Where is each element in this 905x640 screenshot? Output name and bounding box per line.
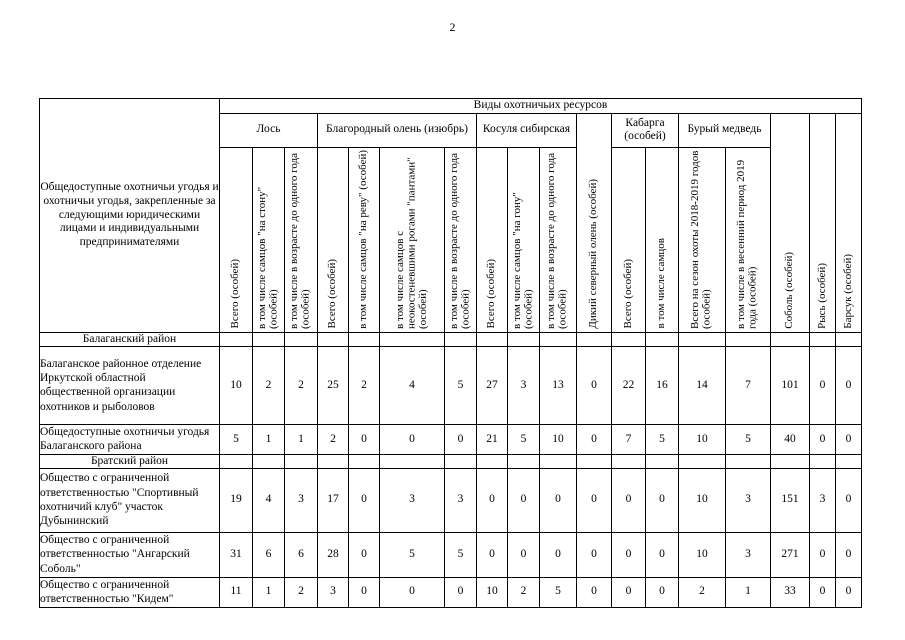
value-cell: 10 — [679, 532, 726, 577]
col-bear-season: Всего на сезон охоты 2018-2019 годов (особей) — [679, 147, 726, 332]
col-roe-deer-males: в том числе самцов "на гону" (особей) — [508, 147, 540, 332]
empty-cell — [477, 454, 508, 468]
organization-name: Общество с ограниченной ответственностью "Кидем" — [40, 577, 220, 607]
value-cell: 0 — [445, 577, 477, 607]
empty-cell — [836, 332, 862, 346]
empty-cell — [646, 454, 679, 468]
col-lynx: Рысь (особей) — [810, 113, 836, 332]
empty-cell — [612, 454, 646, 468]
organization-name: Балаганское районное отделение Иркутской областной общественной организации охотников и рыболовов — [40, 346, 220, 424]
value-cell: 3 — [508, 346, 540, 424]
col-roe-deer-young: в том числе в возрасте до одного года (особей) — [540, 147, 577, 332]
value-cell: 0 — [577, 346, 612, 424]
value-cell: 5 — [445, 532, 477, 577]
value-cell: 0 — [836, 468, 862, 532]
organization-name: Общество с ограниченной ответственностью "Ангарский Соболь" — [40, 532, 220, 577]
value-cell: 10 — [220, 346, 253, 424]
empty-cell — [771, 332, 810, 346]
value-cell: 3 — [810, 468, 836, 532]
empty-cell — [380, 454, 445, 468]
value-cell: 1 — [726, 577, 771, 607]
value-cell: 16 — [646, 346, 679, 424]
empty-cell — [810, 332, 836, 346]
col-bear-spring: в том числе в весенний период 2019 года (особей) — [726, 147, 771, 332]
col-badger: Барсук (особей) — [836, 113, 862, 332]
value-cell: 19 — [220, 468, 253, 532]
empty-cell — [540, 454, 577, 468]
value-cell: 10 — [679, 468, 726, 532]
group-moose: Лось — [220, 113, 318, 147]
value-cell: 151 — [771, 468, 810, 532]
value-cell: 0 — [612, 468, 646, 532]
col-roe-deer-total: Всего (особей) — [477, 147, 508, 332]
value-cell: 0 — [540, 468, 577, 532]
value-cell: 10 — [477, 577, 508, 607]
empty-cell — [349, 332, 380, 346]
region-row — [40, 332, 862, 346]
value-cell: 31 — [220, 532, 253, 577]
table-row — [40, 424, 862, 454]
value-cell: 27 — [477, 346, 508, 424]
table-row — [40, 577, 862, 607]
value-cell: 2 — [253, 346, 285, 424]
value-cell: 0 — [380, 424, 445, 454]
region-row — [40, 454, 862, 468]
value-cell: 0 — [577, 532, 612, 577]
hunting-resources-table — [39, 98, 862, 608]
value-cell: 3 — [380, 468, 445, 532]
table-row — [40, 468, 862, 532]
col-moose-young: в том числе в возрасте до одного года (особей) — [285, 147, 318, 332]
value-cell: 1 — [253, 577, 285, 607]
table-row — [40, 346, 862, 424]
value-cell: 0 — [836, 346, 862, 424]
header-main-column: Общедоступные охотничьи угодья и охотничьи угодья, закрепленные за следующими юридическими лицами и индивидуальными предпринимателями — [40, 99, 220, 333]
value-cell: 0 — [810, 532, 836, 577]
header-resources-title: Виды охотничьих ресурсов — [220, 99, 862, 114]
table-body — [40, 332, 862, 607]
value-cell: 0 — [836, 577, 862, 607]
value-cell: 4 — [380, 346, 445, 424]
value-cell: 5 — [220, 424, 253, 454]
empty-cell — [726, 454, 771, 468]
group-red-deer: Благородный олень (изюбрь) — [318, 113, 477, 147]
col-red-deer-total: Всего (особей) — [318, 147, 349, 332]
value-cell: 0 — [836, 424, 862, 454]
organization-name: Общедоступные охотничьи угодья Балаганского района — [40, 424, 220, 454]
value-cell: 28 — [318, 532, 349, 577]
value-cell: 22 — [612, 346, 646, 424]
value-cell: 0 — [810, 346, 836, 424]
empty-cell — [540, 332, 577, 346]
value-cell: 5 — [646, 424, 679, 454]
value-cell: 0 — [445, 424, 477, 454]
value-cell: 6 — [285, 532, 318, 577]
value-cell: 0 — [646, 577, 679, 607]
value-cell: 3 — [445, 468, 477, 532]
empty-cell — [679, 454, 726, 468]
empty-cell — [318, 332, 349, 346]
value-cell: 271 — [771, 532, 810, 577]
value-cell: 0 — [810, 577, 836, 607]
value-cell: 0 — [646, 532, 679, 577]
col-red-deer-males: в том числе самцов "на реву" (особей) — [349, 147, 380, 332]
value-cell: 0 — [577, 577, 612, 607]
empty-cell — [679, 332, 726, 346]
value-cell: 0 — [612, 532, 646, 577]
value-cell: 2 — [285, 346, 318, 424]
value-cell: 5 — [726, 424, 771, 454]
value-cell: 21 — [477, 424, 508, 454]
value-cell: 0 — [612, 577, 646, 607]
col-moose-males: в том числе самцов "на стону" (особей) — [253, 147, 285, 332]
value-cell: 10 — [540, 424, 577, 454]
value-cell: 6 — [253, 532, 285, 577]
value-cell: 0 — [810, 424, 836, 454]
empty-cell — [220, 332, 253, 346]
value-cell: 3 — [285, 468, 318, 532]
empty-cell — [318, 454, 349, 468]
value-cell: 3 — [318, 577, 349, 607]
value-cell: 0 — [380, 577, 445, 607]
value-cell: 3 — [726, 532, 771, 577]
value-cell: 0 — [349, 577, 380, 607]
value-cell: 0 — [477, 468, 508, 532]
value-cell: 5 — [380, 532, 445, 577]
page-number: 2 — [449, 20, 456, 34]
organization-name: Общество с ограниченной ответственностью "Спортивный охотничий клуб" участок Дубынинский — [40, 468, 220, 532]
value-cell: 0 — [540, 532, 577, 577]
value-cell: 14 — [679, 346, 726, 424]
empty-cell — [253, 454, 285, 468]
value-cell: 0 — [349, 532, 380, 577]
value-cell: 0 — [577, 424, 612, 454]
empty-cell — [646, 332, 679, 346]
empty-cell — [285, 454, 318, 468]
empty-cell — [445, 454, 477, 468]
empty-cell — [577, 454, 612, 468]
value-cell: 2 — [508, 577, 540, 607]
empty-cell — [508, 454, 540, 468]
value-cell: 7 — [612, 424, 646, 454]
value-cell: 0 — [349, 424, 380, 454]
value-cell: 101 — [771, 346, 810, 424]
value-cell: 5 — [508, 424, 540, 454]
empty-cell — [477, 332, 508, 346]
col-red-deer-antlers: в том числе самцов с неокостеневшими рогами "пантами" (особей) — [380, 147, 445, 332]
value-cell: 1 — [253, 424, 285, 454]
col-sable: Соболь (особей) — [771, 113, 810, 332]
value-cell: 17 — [318, 468, 349, 532]
empty-cell — [577, 332, 612, 346]
value-cell: 0 — [508, 532, 540, 577]
empty-cell — [445, 332, 477, 346]
empty-cell — [220, 454, 253, 468]
value-cell: 11 — [220, 577, 253, 607]
value-cell: 1 — [285, 424, 318, 454]
value-cell: 2 — [349, 346, 380, 424]
col-musk-deer-total: Всего (особей) — [612, 147, 646, 332]
value-cell: 40 — [771, 424, 810, 454]
empty-cell — [508, 332, 540, 346]
empty-cell — [612, 332, 646, 346]
col-reindeer: Дикий северный олень (особей) — [577, 113, 612, 332]
empty-cell — [285, 332, 318, 346]
value-cell: 0 — [349, 468, 380, 532]
value-cell: 0 — [646, 468, 679, 532]
region-name: Балаганский район — [40, 332, 220, 346]
col-red-deer-young: в том числе в возрасте до одного года (особей) — [445, 147, 477, 332]
value-cell: 13 — [540, 346, 577, 424]
group-brown-bear: Бурый медведь — [679, 113, 771, 147]
value-cell: 4 — [253, 468, 285, 532]
value-cell: 0 — [477, 532, 508, 577]
value-cell: 0 — [836, 532, 862, 577]
empty-cell — [810, 454, 836, 468]
empty-cell — [836, 454, 862, 468]
value-cell: 2 — [318, 424, 349, 454]
value-cell: 0 — [577, 468, 612, 532]
empty-cell — [771, 454, 810, 468]
value-cell: 5 — [445, 346, 477, 424]
empty-cell — [349, 454, 380, 468]
group-roe-deer: Косуля сибирская — [477, 113, 577, 147]
value-cell: 7 — [726, 346, 771, 424]
value-cell: 2 — [679, 577, 726, 607]
col-musk-deer-males: в том числе самцов — [646, 147, 679, 332]
group-musk-deer: Кабарга (особей) — [612, 113, 679, 147]
region-name: Братский район — [40, 454, 220, 468]
value-cell: 25 — [318, 346, 349, 424]
empty-cell — [253, 332, 285, 346]
value-cell: 2 — [285, 577, 318, 607]
value-cell: 3 — [726, 468, 771, 532]
empty-cell — [726, 332, 771, 346]
value-cell: 10 — [679, 424, 726, 454]
col-moose-total: Всего (особей) — [220, 147, 253, 332]
value-cell: 5 — [540, 577, 577, 607]
value-cell: 33 — [771, 577, 810, 607]
value-cell: 0 — [508, 468, 540, 532]
table-row — [40, 532, 862, 577]
empty-cell — [380, 332, 445, 346]
